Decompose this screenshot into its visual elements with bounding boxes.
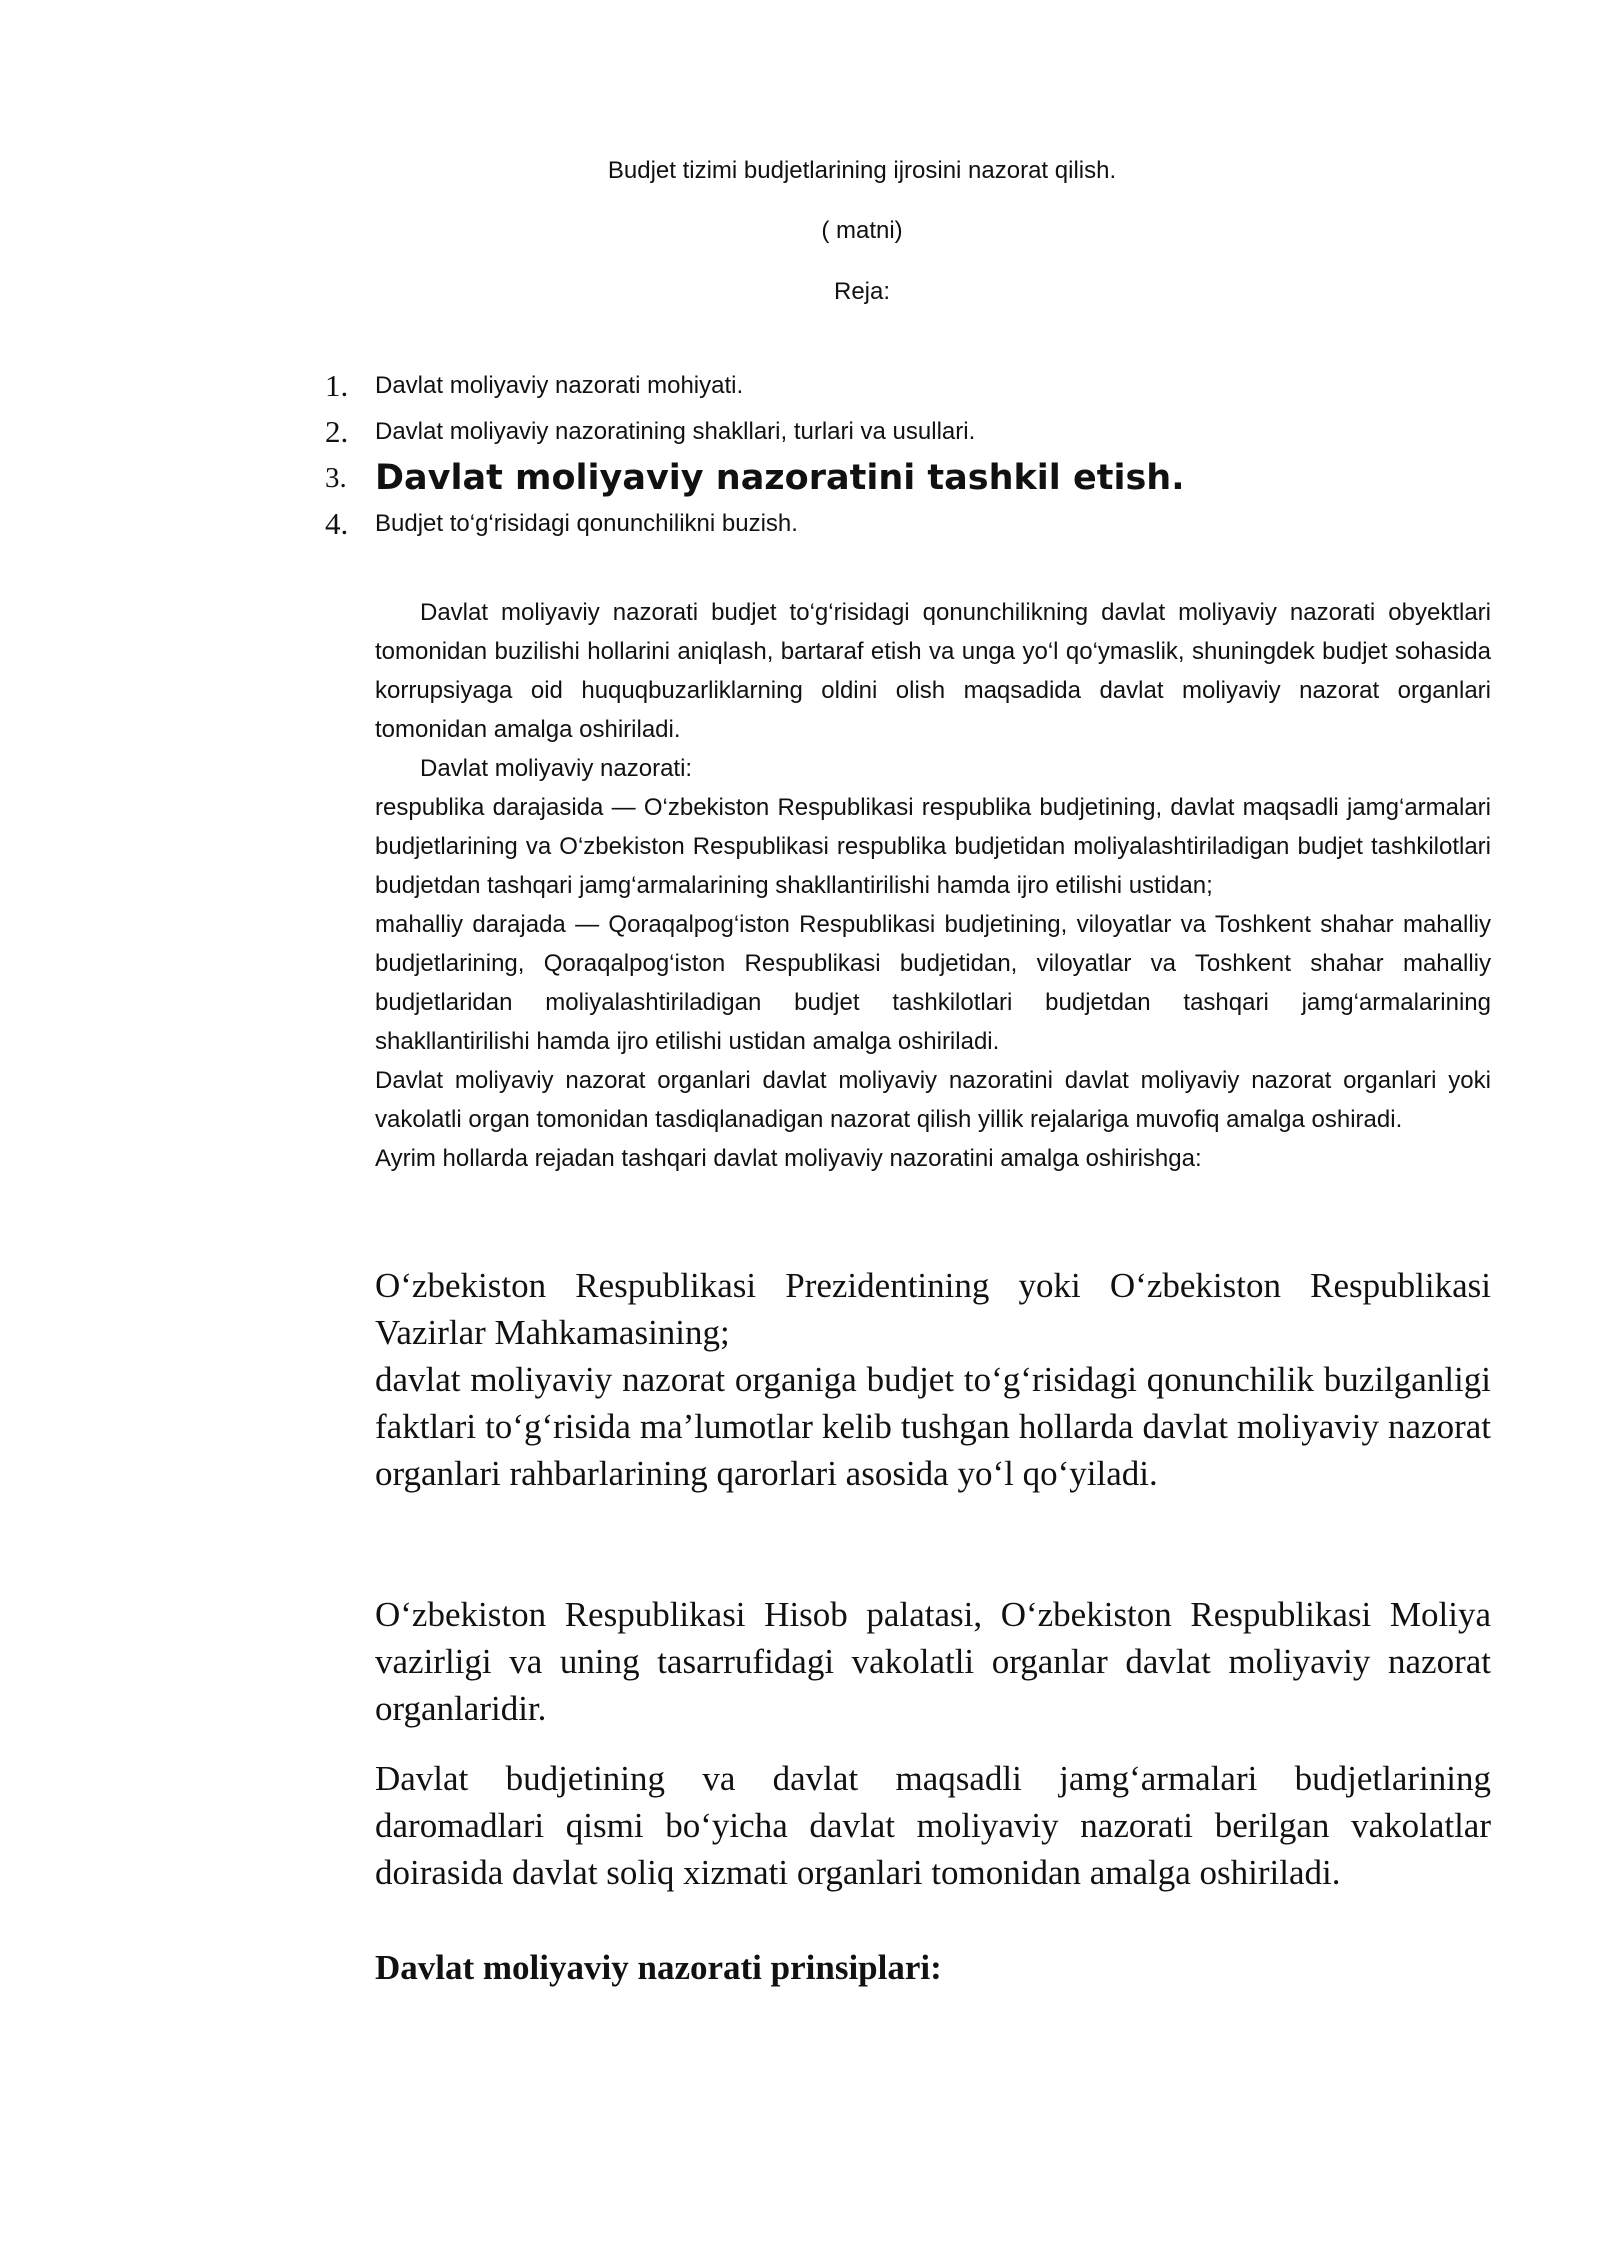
plan-heading: Reja:: [833, 278, 891, 305]
plan-item-number: 1.: [325, 368, 349, 403]
document-subtitle: ( matni): [821, 217, 903, 244]
paragraph: Ayrim hollarda rejadan tashqari davlat moliyaviy nazoratini amalga oshirishga:: [375, 1145, 1202, 1172]
plan-item-4: [325, 501, 1325, 547]
plan-item-1: [325, 363, 1325, 409]
plan-item-number: 3.: [325, 461, 347, 494]
plan-list: [325, 363, 1325, 547]
paragraph: respublika darajasida — O‘zbekiston Respublikasi respublika budjetining, davlat maqsadli jamg‘armalari budjetlarining va O‘zbekiston Respublikasi respublika budjetidan moliyalashtiriladigan budjet tashkilotlari budjetdan tashqari jamg‘armalarining shakllantirilishi hamda ijro etilishi ustidan;: [375, 794, 1491, 899]
document-title: Budjet tizimi budjetlarining ijrosini nazorat qilish.: [607, 157, 1117, 184]
paragraph: davlat moliyaviy nazorat organiga budjet to‘g‘risidagi qonunchilik buzilganligi faktlari to‘g‘risida ma’lumotlar kelib tushgan hollarda davlat moliyaviy nazorat organlari rahbarlarining qarorlari asosida yo‘l qo‘yiladi.: [375, 1360, 1491, 1493]
body-text-serif-3: [375, 1755, 1491, 1896]
section-heading: Davlat moliyaviy nazorati prinsiplari:: [375, 1948, 942, 1987]
plan-item-number: 2.: [325, 414, 349, 449]
plan-item-text: Davlat moliyaviy nazorati mohiyati.: [375, 372, 744, 399]
plan-item-text: Davlat moliyaviy nazoratining shakllari, turlari va usullari.: [375, 418, 976, 445]
paragraph: Davlat budjetining va davlat maqsadli jamg‘armalari budjetlarining daromadlari qismi bo‘yicha davlat moliyaviy nazorati berilgan vakolatlar doirasida davlat soliq xizmati organlari tomonidan amalga oshiriladi.: [375, 1759, 1491, 1892]
paragraph: Davlat moliyaviy nazorati:: [420, 755, 693, 782]
body-text-sans: [375, 593, 1491, 1178]
plan-item-text: Budjet to‘g‘risidagi qonunchilikni buzish.: [375, 510, 798, 537]
paragraph: O‘zbekiston Respublikasi Prezidentining yoki O‘zbekiston Respublikasi Vazirlar Mahkamasining;: [375, 1266, 1491, 1352]
paragraph: Davlat moliyaviy nazorat organlari davlat moliyaviy nazoratini davlat moliyaviy nazorat organlari yoki vakolatli organ tomonidan tasdiqlanadigan nazorat qilish yillik rejalariga muvofiq amalga oshiradi.: [375, 1067, 1491, 1133]
paragraph: Davlat moliyaviy nazorati budjet to‘g‘risidagi qonunchilikning davlat moliyaviy nazorati obyektlari tomonidan buzilishi hollarini aniqlash, bartaraf etish va unga yo‘l qo‘ymaslik, shuningdek budjet sohasida korrupsiyaga oid huquqbuzarliklarning oldini olish maqsadida davlat moliyaviy nazorat organlari tomonidan amalga oshiriladi.: [375, 599, 1491, 743]
paragraph: O‘zbekiston Respublikasi Hisob palatasi, O‘zbekiston Respublikasi Moliya vazirligi va uning tasarrufidagi vakolatli organlar davlat moliyaviy nazorat organlaridir.: [375, 1595, 1491, 1728]
plan-item-number: 4.: [325, 506, 349, 541]
section-heading-block: [375, 1944, 1491, 1991]
plan-item-2: [325, 409, 1325, 455]
paragraph: mahalliy darajada — Qoraqalpog‘iston Respublikasi budjetining, viloyatlar va Toshkent shahar mahalliy budjetlarining, Qoraqalpog‘iston Respublikasi budjetidan, viloyatlar va Toshkent shahar mahalliy budjetlaridan moliyalashtiriladigan budjet tashkilotlari budjetdan tashqari jamg‘armalarining shakllantirilishi hamda ijro etilishi ustidan amalga oshiriladi.: [375, 911, 1491, 1055]
body-text-serif: [375, 1262, 1491, 1497]
body-text-serif-2: [375, 1591, 1491, 1732]
plan-item-3: [325, 455, 1325, 501]
plan-item-text: Davlat moliyaviy nazoratini tashkil etish.: [375, 458, 1185, 498]
